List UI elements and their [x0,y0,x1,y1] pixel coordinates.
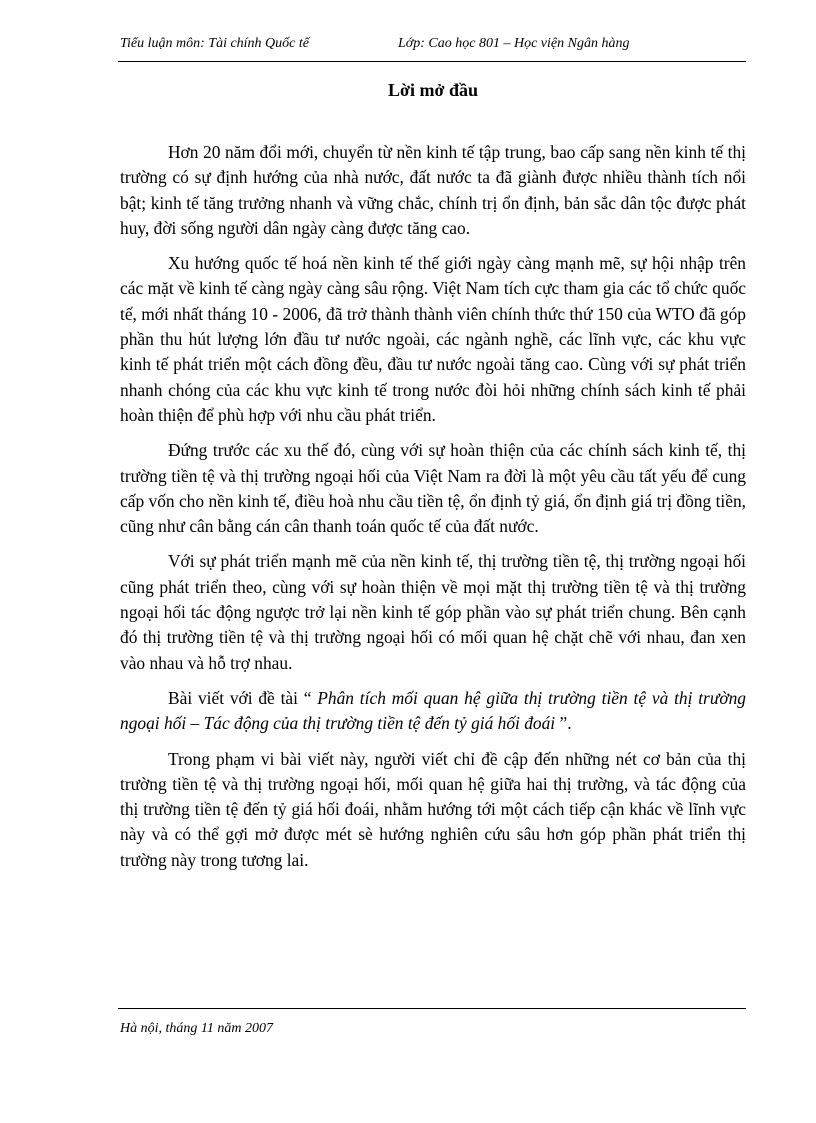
header-class: Lớp: Cao học 801 – Học viện Ngân hàng [398,36,630,51]
page-title: Lời mở đầu [388,80,478,100]
topic-suffix: ”. [555,713,572,734]
topic-paragraph [120,686,746,737]
page-header [120,36,746,60]
topic-prefix: Bài viết với đề tài “ [168,687,318,708]
page-footer: Hà nội, tháng 11 năm 2007 [120,1021,273,1036]
paragraph: Hơn 20 năm đổi mới, chuyển từ nền kinh tế tập trung, bao cấp sang nền kinh tế thị trường có sự định hướng của nhà nước, đất nước ta đã giành được nhiều thành tích nổi bật; kinh tế tăng trưởng nhanh và vững chắc, chính trị ổn định, bản sắc dân tộc được phát huy, đời sống người dân ngày càng được tăng cao. [120,142,746,238]
document-body [120,140,746,883]
header-divider [118,61,746,62]
topic-title: Phân tích mối quan hệ giữa thị trường tiền tệ và thị trường ngoại hối – Tác động của thị trường tiền tệ đến tỷ giá hối đoái [120,687,746,734]
paragraph: Xu hướng quốc tế hoá nền kinh tế thế giới ngày càng mạnh mẽ, sự hội nhập trên các mặt về kinh tế càng ngày càng sâu rộng. Việt Nam tích cực tham gia các tổ chức quốc tế, mới nhất tháng 10 - 2006, đã trở thành thành viên chính thức thứ 150 của WTO đã góp phần thu hút lượng lớn đầu tư nước ngoài, các ngành nghề, các lĩnh vực, các khu vực kinh tế phát triển một cách đồng đều, đầu tư nước ngoài tăng cao. Cùng với sự phát triển nhanh chóng của các khu vực kinh tế trong nước đòi hỏi những chính sách kinh tế phải hoàn thiện để phù hợp với nhu cầu phát triển. [120,253,746,425]
paragraph: Đứng trước các xu thế đó, cùng với sự hoàn thiện của các chính sách kinh tế, thị trường tiền tệ và thị trường ngoại hối của Việt Nam ra đời là một yêu cầu tất yếu để cung cấp vốn cho nền kinh tế, điều hoà nhu cầu tiền tệ, ổn định tỷ giá, ổn định giá trị đồng tiền, cũng như cân bằng cán cân thanh toán quốc tế của đất nước. [120,440,746,537]
header-course: Tiểu luận môn: Tài chính Quốc tế [120,36,309,51]
paragraph: Với sự phát triển mạnh mẽ của nền kinh tế, thị trường tiền tệ, thị trường ngoại hối cũng phát triển theo, cùng với sự hoàn thiện về mọi mặt thị trường tiền tệ và thị trường ngoại hối tác động ngược trở lại nền kinh tế góp phần vào sự phát triển chung. Bên cạnh đó thị trường tiền tệ và thị trường ngoại hối có mối quan hệ chặt chẽ với nhau, đan xen vào nhau và hỗ trợ nhau. [120,551,746,673]
footer-divider [118,1008,746,1009]
paragraph: Trong phạm vi bài viết này, người viết chỉ đề cập đến những nét cơ bản của thị trường tiền tệ và thị trường ngoại hối, mối quan hệ giữa hai thị trường, và tác động của thị trường tiền tệ đến tỷ giá hối đoái, nhằm hướng tới một cách tiếp cận khác về lĩnh vực này và có thể gợi mở được mét sè hướng nghiên cứu sâu hơn góp phần phát triển thị trường này trong tương lai. [120,748,746,870]
